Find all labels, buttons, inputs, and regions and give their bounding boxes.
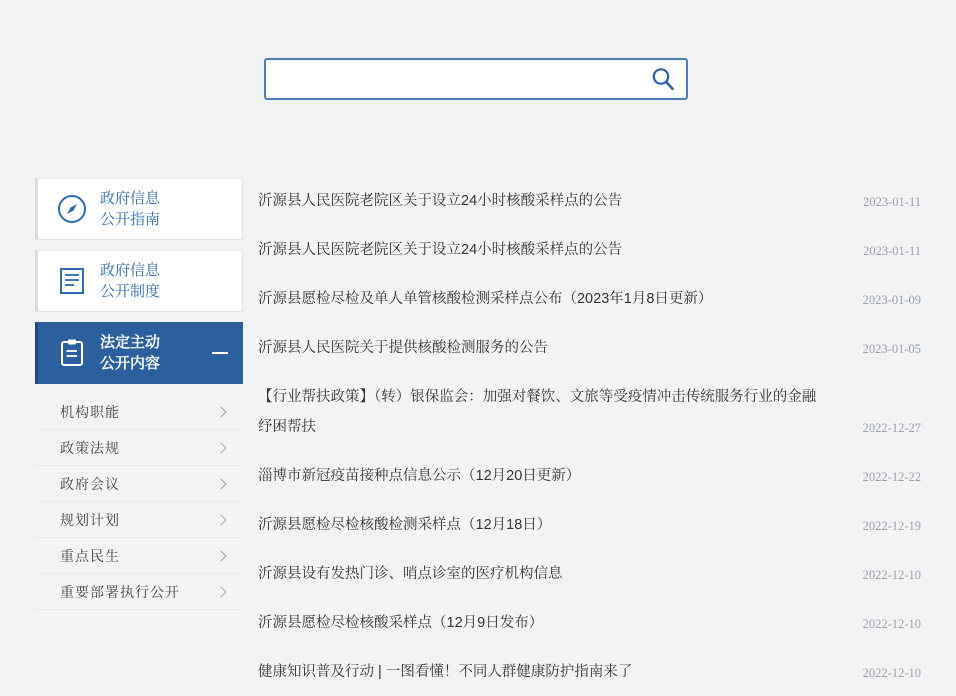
sidebar-card-legal-content[interactable] — [35, 322, 243, 384]
list-item-title[interactable]: 健康知识普及行动 | 一图看懂！不同人群健康防护指南来了 — [258, 664, 633, 680]
list-item-date: 2022-12-22 — [862, 470, 921, 484]
sidebar — [35, 178, 243, 610]
search-bar — [264, 58, 688, 100]
list-item[interactable] — [258, 500, 921, 549]
sidebar-item-label: 政策法规 — [60, 439, 120, 456]
list-item-date: 2022-12-10 — [862, 568, 921, 582]
list-item-title[interactable]: 沂源县愿检尽检核酸检测采样点（12月18日） — [258, 517, 552, 533]
list-item[interactable] — [258, 225, 921, 274]
card-line1: 政府信息 — [100, 190, 161, 207]
list-item-title[interactable]: 沂源县愿检尽检核酸采样点（12月9日发布） — [258, 615, 544, 631]
list-item-title[interactable]: 淄博市新冠疫苗接种点信息公示（12月20日更新） — [258, 468, 581, 484]
chevron-right-icon — [215, 442, 226, 453]
sidebar-item-zhongdianminsheng[interactable] — [35, 538, 243, 574]
sidebar-card-label — [100, 332, 160, 374]
clipboard-icon — [50, 333, 94, 373]
sidebar-item-jigouzhineng[interactable] — [35, 394, 243, 430]
list-item-title[interactable]: 【行业帮扶政策】（转）银保监会：加强对餐饮、文旅等受疫情冲击传统服务行业的金融纾困帮扶 — [258, 389, 817, 435]
card-line1: 政府信息 — [100, 262, 161, 279]
search-icon[interactable] — [648, 64, 678, 94]
chevron-right-icon — [215, 586, 226, 597]
list-item-title[interactable]: 沂源县设有发热门诊、哨点诊室的医疗机构信息 — [258, 566, 563, 582]
sidebar-item-label: 重点民生 — [60, 547, 120, 564]
list-item[interactable] — [258, 549, 921, 598]
list-item[interactable] — [258, 598, 921, 647]
list-item-date: 2023-01-11 — [863, 244, 921, 258]
list-item-date: 2022-12-19 — [862, 519, 921, 533]
list-item[interactable] — [258, 451, 921, 500]
search-box[interactable] — [264, 58, 688, 100]
list-item-date: 2022-12-10 — [862, 666, 921, 680]
search-input[interactable] — [278, 65, 648, 93]
list-item-title[interactable]: 沂源县愿检尽检及单人单管核酸检测采样点公布（2023年1月8日更新） — [258, 291, 713, 307]
sidebar-card-label — [100, 188, 160, 230]
list-item[interactable] — [258, 274, 921, 323]
list-item-title[interactable]: 沂源县人民医院老院区关于设立24小时核酸采样点的公告 — [258, 193, 623, 209]
sidebar-card-system[interactable] — [35, 250, 243, 312]
card-line2: 公开制度 — [100, 283, 161, 300]
sidebar-item-guihuajihua[interactable] — [35, 502, 243, 538]
list-item-date: 2023-01-11 — [863, 195, 921, 209]
card-line2: 公开指南 — [100, 211, 161, 228]
sidebar-card-guide[interactable] — [35, 178, 243, 240]
sidebar-sub-list — [35, 394, 243, 610]
sidebar-item-label: 政府会议 — [60, 475, 120, 492]
sidebar-item-label: 重要部署执行公开 — [60, 583, 180, 600]
collapse-minus-icon[interactable] — [212, 352, 228, 354]
sidebar-item-zhengcefagui[interactable] — [35, 430, 243, 466]
list-item-date: 2023-01-09 — [862, 293, 921, 307]
sidebar-card-label — [100, 260, 160, 302]
compass-icon — [50, 189, 94, 229]
news-list — [258, 176, 921, 696]
list-item[interactable] — [258, 372, 921, 451]
sidebar-item-zhengfuhuiyi[interactable] — [35, 466, 243, 502]
card-line1: 法定主动 — [100, 334, 161, 351]
sidebar-item-label: 规划计划 — [60, 511, 120, 528]
list-item[interactable] — [258, 176, 921, 225]
sidebar-item-label: 机构职能 — [60, 403, 120, 420]
chevron-right-icon — [215, 406, 226, 417]
list-item-title[interactable]: 沂源县人民医院关于提供核酸检测服务的公告 — [258, 340, 548, 356]
list-item-date: 2023-01-05 — [862, 342, 921, 356]
chevron-right-icon — [215, 478, 226, 489]
chevron-right-icon — [215, 514, 226, 525]
card-line2: 公开内容 — [100, 355, 161, 372]
chevron-right-icon — [215, 550, 226, 561]
list-item-date: 2022-12-10 — [862, 617, 921, 631]
list-item-date: 2022-12-27 — [862, 421, 921, 435]
sidebar-item-zhongyaobushu[interactable] — [35, 574, 243, 610]
list-item-title[interactable]: 沂源县人民医院老院区关于设立24小时核酸采样点的公告 — [258, 242, 623, 258]
document-icon — [50, 261, 94, 301]
list-item[interactable] — [258, 647, 921, 696]
list-item[interactable] — [258, 323, 921, 372]
